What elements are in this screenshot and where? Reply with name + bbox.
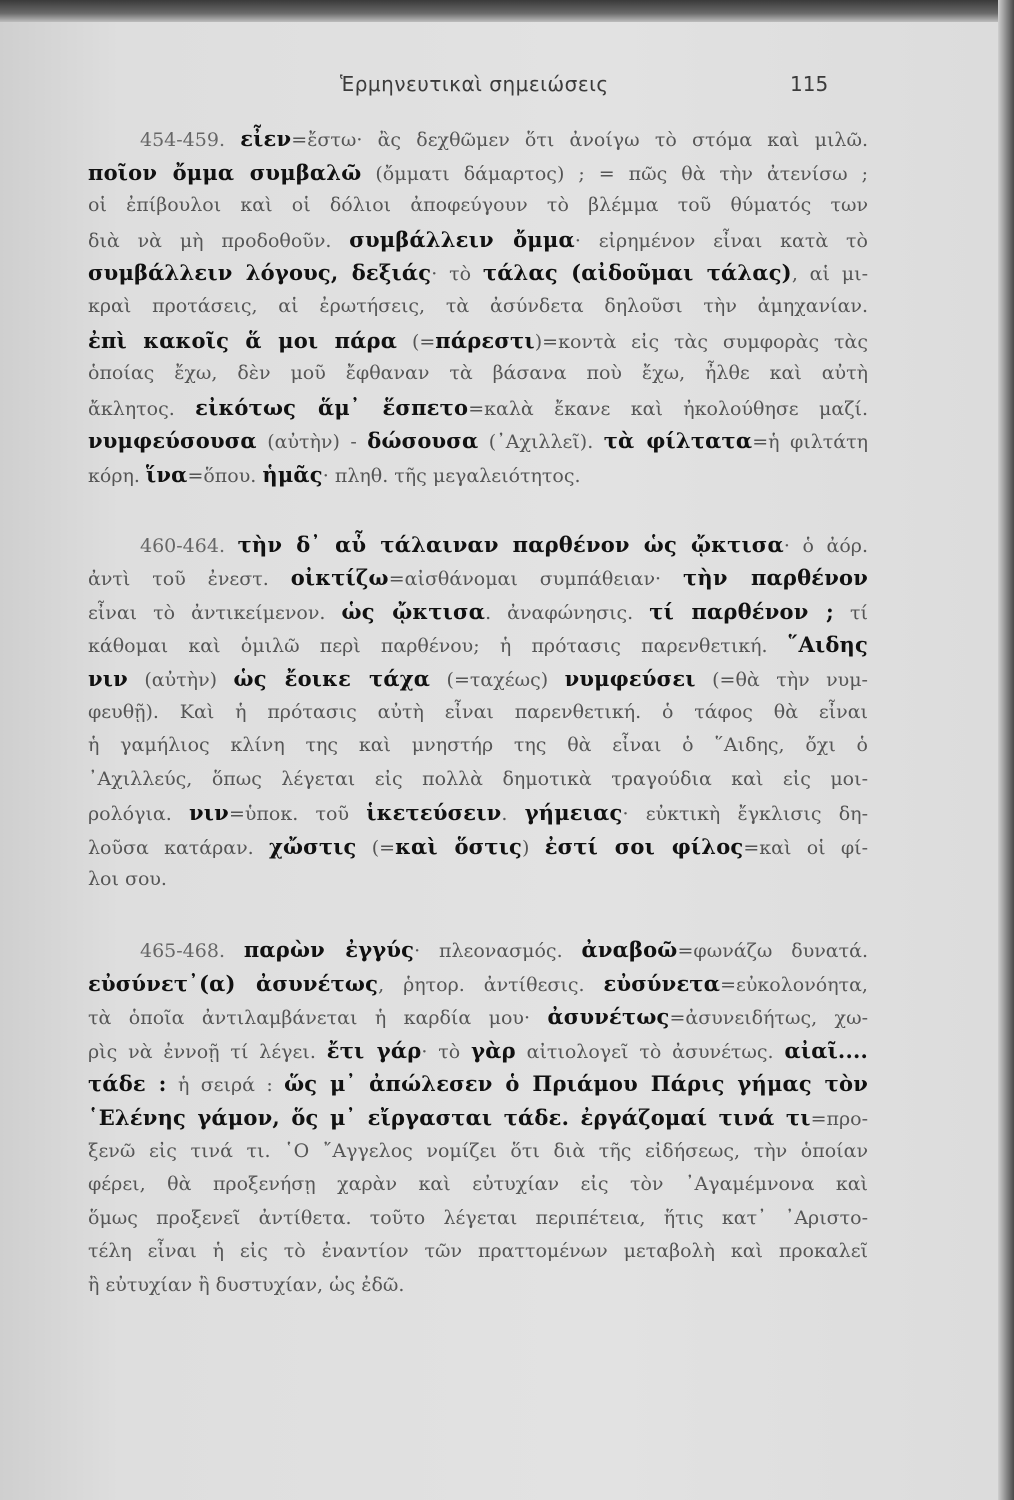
text-line: ποῖον ὄμμα συμβαλῶ (ὄμματι δάμαρτος) ; = πῶς θὰ τὴν ἀτενίσω ; xyxy=(88,159,868,185)
text-line: φευθῇ). Καὶ ἡ πρότασις αὐτὴ εἶναι παρενθετική. ὁ τάφος θὰ εἶναι xyxy=(88,700,868,723)
note-paragraph xyxy=(88,122,868,492)
text-line: κάθομαι καὶ ὁμιλῶ περὶ παρθένου; ἡ πρότασις παρενθετική. ῞Αιδης xyxy=(88,632,868,658)
text-line: ἄκλητος. εἰκότως ἅμ᾿ ἕσπετο=καλὰ ἔκανε καὶ ἠκολούθησε μαζί. xyxy=(88,394,868,420)
text-line: ὁποίας ἔχω, δὲν μοῦ ἔφθαναν τὰ βάσανα ποὺ ἔχω, ἦλθε καὶ αὐτὴ xyxy=(88,362,868,385)
text-line: ῾Ελένης γάμον, ὅς μ᾿ εἴργασται τάδε. ἐργάζομαί τινά τι=προ- xyxy=(88,1105,868,1131)
text-line: 465-468. παρὼν ἐγγύς· πλεονασμός. ἀναβοῶ=φωνάζω δυνατά. xyxy=(140,937,869,963)
text-line: ρολόγια. νιν=ὑποκ. τοῦ ἱκετεύσειν. γήμειας· εὐκτικὴ ἔγκλισις δη- xyxy=(88,800,868,826)
running-head: Ἑρμηνευτικαὶ σημειώσεις xyxy=(340,72,609,96)
note-paragraph xyxy=(88,528,868,898)
scan-book-spine xyxy=(998,0,1014,1500)
text-line: ἢ εὐτυχίαν ἢ δυστυχίαν, ὡς ἐδῶ. xyxy=(88,1274,405,1296)
text-line: ξενῶ εἰς τινά τι. ῾Ο ῎Αγγελος νομίζει ὅτι διὰ τῆς εἰδήσεως, τὴν ὁποίαν xyxy=(88,1139,868,1162)
page-number: 115 xyxy=(790,72,829,96)
note-paragraph xyxy=(88,933,868,1303)
scan-top-edge xyxy=(0,0,1000,22)
text-line: ἀντὶ τοῦ ἐνεστ. οἰκτίζω=αἰσθάνομαι συμπάθειαν· τὴν παρθένον xyxy=(88,565,868,591)
page-header xyxy=(0,72,1000,102)
text-line: τὰ ὁποῖα ἀντιλαμβάνεται ἡ καρδία μου· ἀσυνέτως=ἀσυνειδήτως, χω- xyxy=(88,1004,868,1030)
text-line: εὐσύνετ᾿(α) ἀσυνέτως, ῥητορ. ἀντίθεσις. εὐσύνετα=εὐκολονόητα, xyxy=(88,970,868,996)
text-line: οἱ ἐπίβουλοι καὶ οἱ δόλιοι ἀποφεύγουν τὸ βλέμμα τοῦ θύματός των xyxy=(88,194,868,217)
text-line: ἡ γαμήλιος κλίνη της καὶ μνηστήρ της θὰ εἶναι ὁ ῞Αιδης, ὄχι ὁ xyxy=(88,734,868,757)
text-line: 454-459. εἶεν=ἔστω· ἂς δεχθῶμεν ὅτι ἀνοίγω τὸ στόμα καὶ μιλῶ. xyxy=(140,126,868,151)
text-line: λοῦσα κατάραν. χὤστις (=καὶ ὅστις) ἐστί σοι φίλος=καὶ οἱ φί- xyxy=(88,833,868,859)
text-line: τάδε : ἡ σειρά : ὥς μ᾿ ἀπώλεσεν ὁ Πριάμου Πάρις γήμας τὸν xyxy=(88,1071,868,1097)
text-line: εἶναι τὸ ἀντικείμενον. ὡς ᾤκτισα. ἀναφώνησις. τί παρθένον ; τί xyxy=(88,598,868,624)
text-line: τέλη εἶναι ἡ εἰς τὸ ἐναντίον τῶν πραττομένων μεταβολὴ καὶ προκαλεῖ xyxy=(88,1240,868,1263)
text-line: ᾿Αχιλλεύς, ὅπως λέγεται εἰς πολλὰ δημοτικὰ τραγούδια καὶ εἰς μοι- xyxy=(88,767,868,790)
commentary-body xyxy=(88,122,868,1339)
text-line: διὰ νὰ μὴ προδοθοῦν. συμβάλλειν ὄμμα· εἰρημένον εἶναι κατὰ τὸ xyxy=(88,226,869,252)
text-line: ἐπὶ κακοῖς ἅ μοι πάρα (=πάρεστι)=κοντὰ εἰς τὰς συμφορὰς τὰς xyxy=(88,327,868,353)
text-line: συμβάλλειν λόγους, δεξιάς· τὸ τάλας (αἰδοῦμαι τάλας), αἱ μι- xyxy=(88,260,868,286)
text-line: νιν (αὐτὴν) ὡς ἔοικε τάχα (=ταχέως) νυμφεύσει (=θὰ τὴν νυμ- xyxy=(88,665,868,691)
text-line: λοι σου. xyxy=(88,868,167,891)
text-line: νυμφεύσουσα (αὐτὴν) - δώσουσα (᾿Αχιλλεῖ). τὰ φίλτατα=ἡ φιλτάτη xyxy=(88,428,868,454)
text-line: ρὶς νὰ ἐννοῇ τί λέγει. ἔτι γάρ· τὸ γὰρ αἰτιολογεῖ τὸ ἀσυνέτως. αἰαῖ.... xyxy=(88,1037,868,1063)
text-line: κόρη. ἵνα=ὅπου. ἡμᾶς· πληθ. τῆς μεγαλειότητος. xyxy=(88,461,581,487)
text-line: ὅμως προξενεῖ ἀντίθετα. τοῦτο λέγεται περιπέτεια, ἥτις κατ᾿ ᾿Αριστο- xyxy=(88,1206,868,1229)
text-line: κραὶ προτάσεις, αἱ ἐρωτήσεις, τὰ ἀσύνδετα δηλοῦσι τὴν ἀμηχανίαν. xyxy=(88,294,868,317)
text-line: φέρει, θὰ προξενήσῃ χαρὰν καὶ εὐτυχίαν εἰς τὸν ᾿Αγαμέμνονα καὶ xyxy=(88,1173,868,1196)
text-line: 460-464. τὴν δ᾿ αὖ τάλαιναν παρθένον ὡς ᾤκτισα· ὁ ἀόρ. xyxy=(140,531,868,557)
